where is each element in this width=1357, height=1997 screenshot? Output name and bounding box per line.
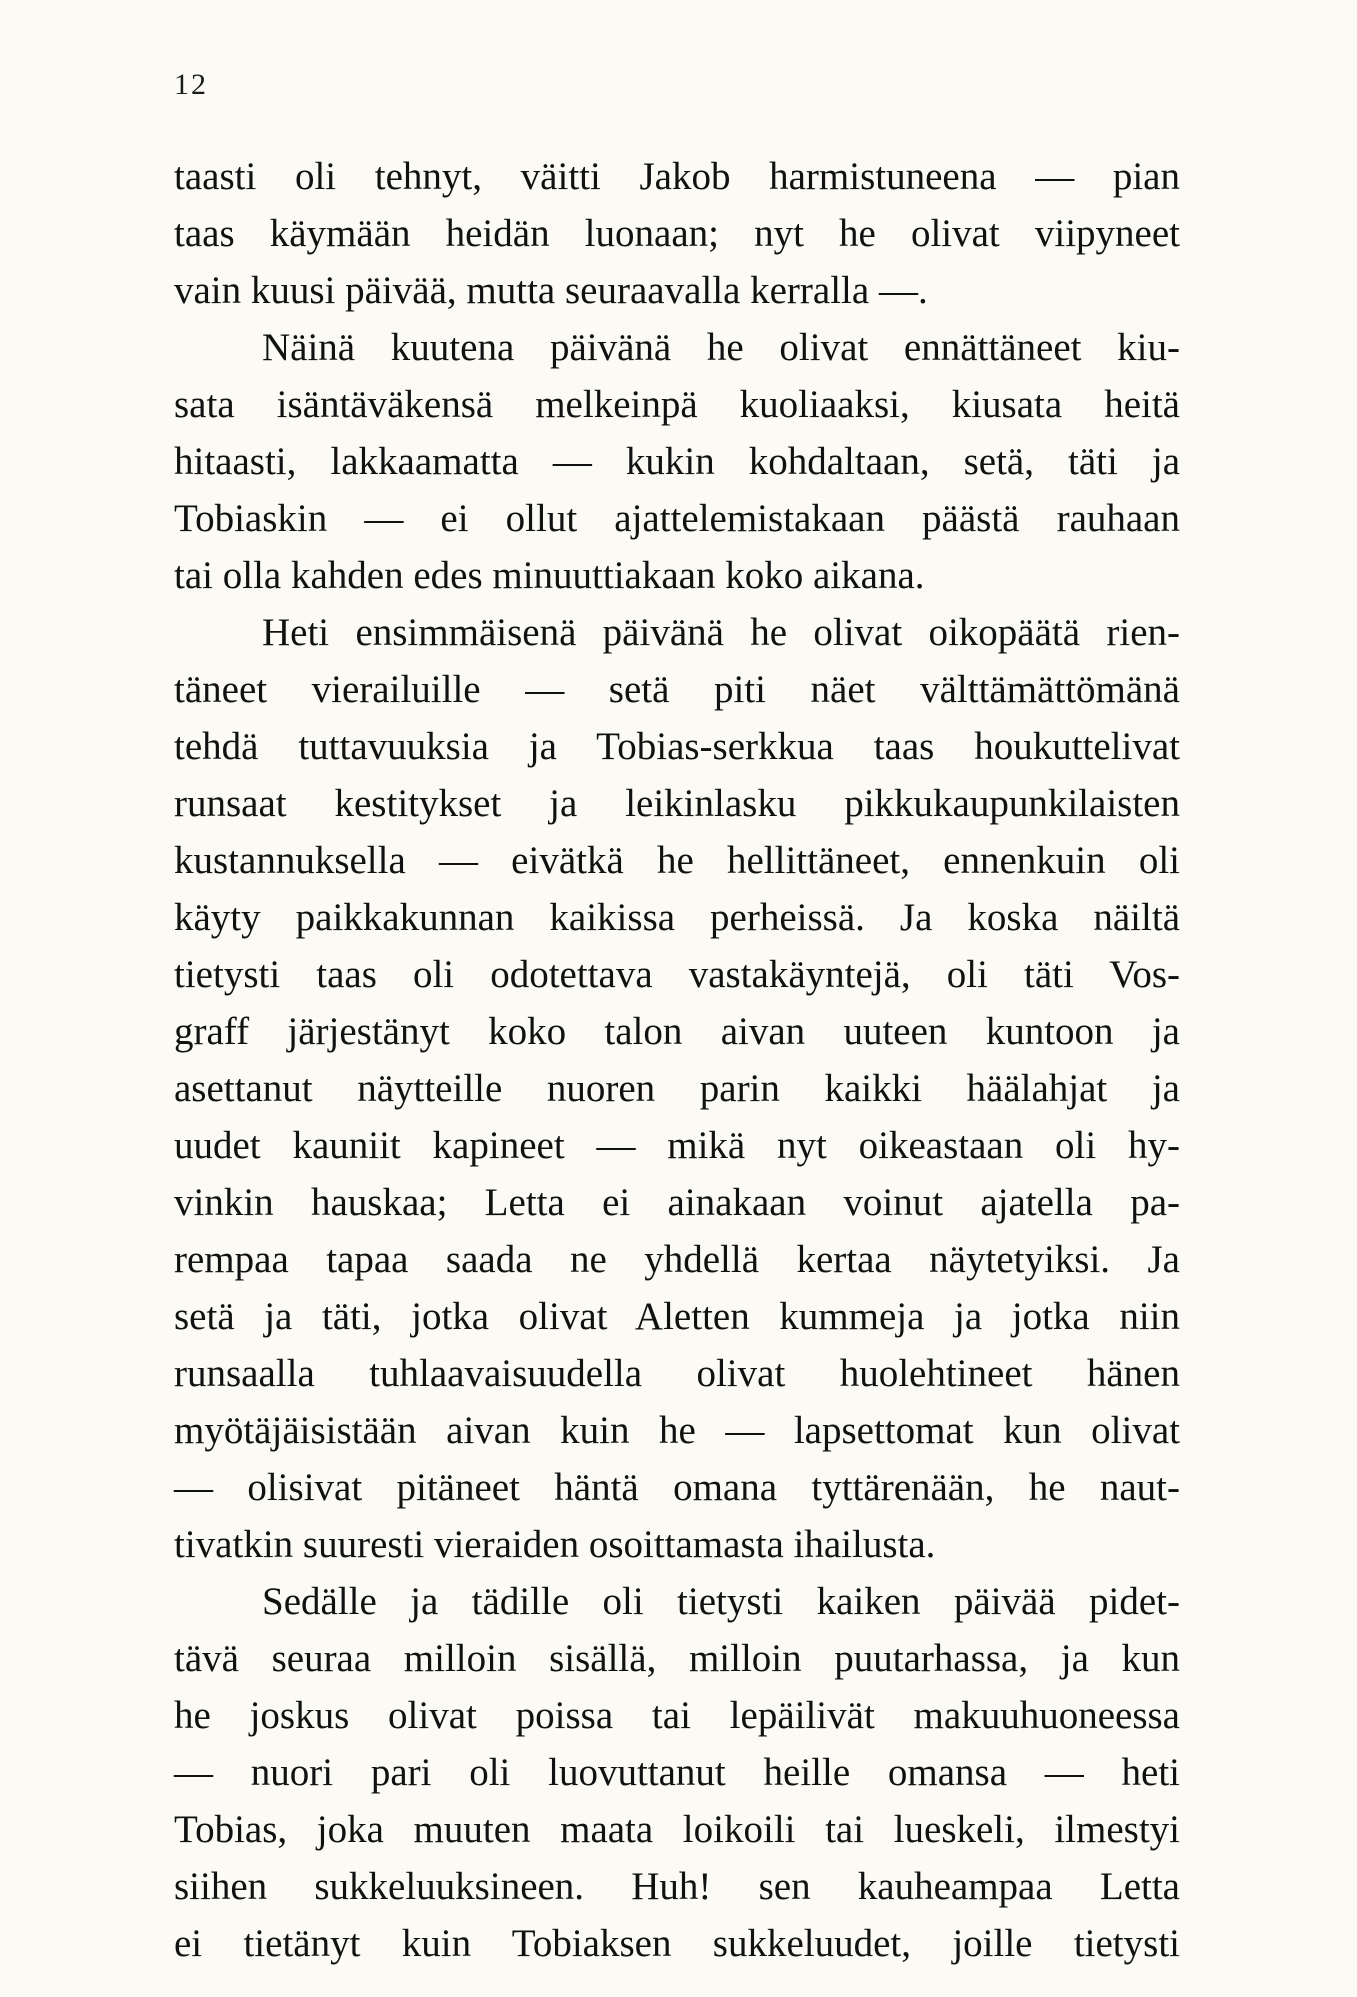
text-line: he joskus olivat poissa tai lepäilivät makuuhuoneessa — [174, 1694, 1180, 1737]
text-line: kustannuksella — eivätkä he hellittäneet, ennenkuin oli — [174, 839, 1180, 882]
text-line: runsaat kestitykset ja leikinlasku pikkukaupunkilaisten — [174, 782, 1180, 825]
text-line: taas käymään heidän luonaan; nyt he olivat viipyneet — [174, 212, 1180, 255]
text-line: tivatkin suuresti vieraiden osoittamasta ihailusta. — [174, 1523, 936, 1566]
text-line: myötäjäisistään aivan kuin he — lapsettomat kun olivat — [174, 1409, 1180, 1452]
text-line: täneet vierailuille — setä piti näet välttämättömänä — [174, 668, 1180, 711]
text-line: vain kuusi päivää, mutta seuraavalla kerralla —. — [174, 269, 928, 312]
text-line: setä ja täti, jotka olivat Aletten kummeja ja jotka niin — [174, 1295, 1180, 1338]
text-line: asettanut näytteille nuoren parin kaikki häälahjat ja — [174, 1067, 1180, 1110]
text-line: — nuori pari oli luovuttanut heille omansa — heti — [174, 1751, 1180, 1794]
text-line: rempaa tapaa saada ne yhdellä kertaa näytetyiksi. Ja — [174, 1238, 1180, 1281]
text-line: taasti oli tehnyt, väitti Jakob harmistuneena — pian — [174, 155, 1180, 198]
text-line: Sedälle ja tädille oli tietysti kaiken päivää pidet- — [262, 1580, 1180, 1623]
body-text — [174, 148, 1180, 1972]
text-line: vinkin hauskaa; Letta ei ainakaan voinut ajatella pa- — [174, 1181, 1180, 1224]
text-line: sata isäntäväkensä melkeinpä kuoliaaksi, kiusata heitä — [174, 383, 1180, 426]
text-line: runsaalla tuhlaavaisuudella olivat huolehtineet hänen — [174, 1352, 1180, 1395]
text-line: — olisivat pitäneet häntä omana tyttärenään, he naut- — [174, 1466, 1180, 1509]
text-line: tävä seuraa milloin sisällä, milloin puutarhassa, ja kun — [174, 1637, 1180, 1680]
text-line: käyty paikkakunnan kaikissa perheissä. Ja koska näiltä — [174, 896, 1180, 939]
text-line: hitaasti, lakkaamatta — kukin kohdaltaan, setä, täti ja — [174, 440, 1180, 483]
text-line: tai olla kahden edes minuuttiakaan koko aikana. — [174, 554, 925, 597]
text-line: Tobias, joka muuten maata loikoili tai lueskeli, ilmestyi — [174, 1808, 1180, 1851]
text-line: tietysti taas oli odotettava vastakäyntejä, oli täti Vos- — [174, 953, 1180, 996]
text-line: Heti ensimmäisenä päivänä he olivat oikopäätä rien- — [262, 611, 1180, 654]
text-line: siihen sukkeluuksineen. Huh! sen kauheampaa Letta — [174, 1865, 1180, 1908]
text-line: Tobiaskin — ei ollut ajattelemistakaan päästä rauhaan — [174, 497, 1180, 540]
text-line: ei tietänyt kuin Tobiaksen sukkeluudet, joille tietysti — [174, 1922, 1180, 1965]
text-line: tehdä tuttavuuksia ja Tobias-serkkua taas houkuttelivat — [174, 725, 1180, 768]
text-line: graff järjestänyt koko talon aivan uuteen kuntoon ja — [174, 1010, 1180, 1053]
page-number: 12 — [174, 68, 208, 101]
text-line: uudet kauniit kapineet — mikä nyt oikeastaan oli hy- — [174, 1124, 1180, 1167]
text-line: Näinä kuutena päivänä he olivat ennättäneet kiu- — [262, 326, 1180, 369]
